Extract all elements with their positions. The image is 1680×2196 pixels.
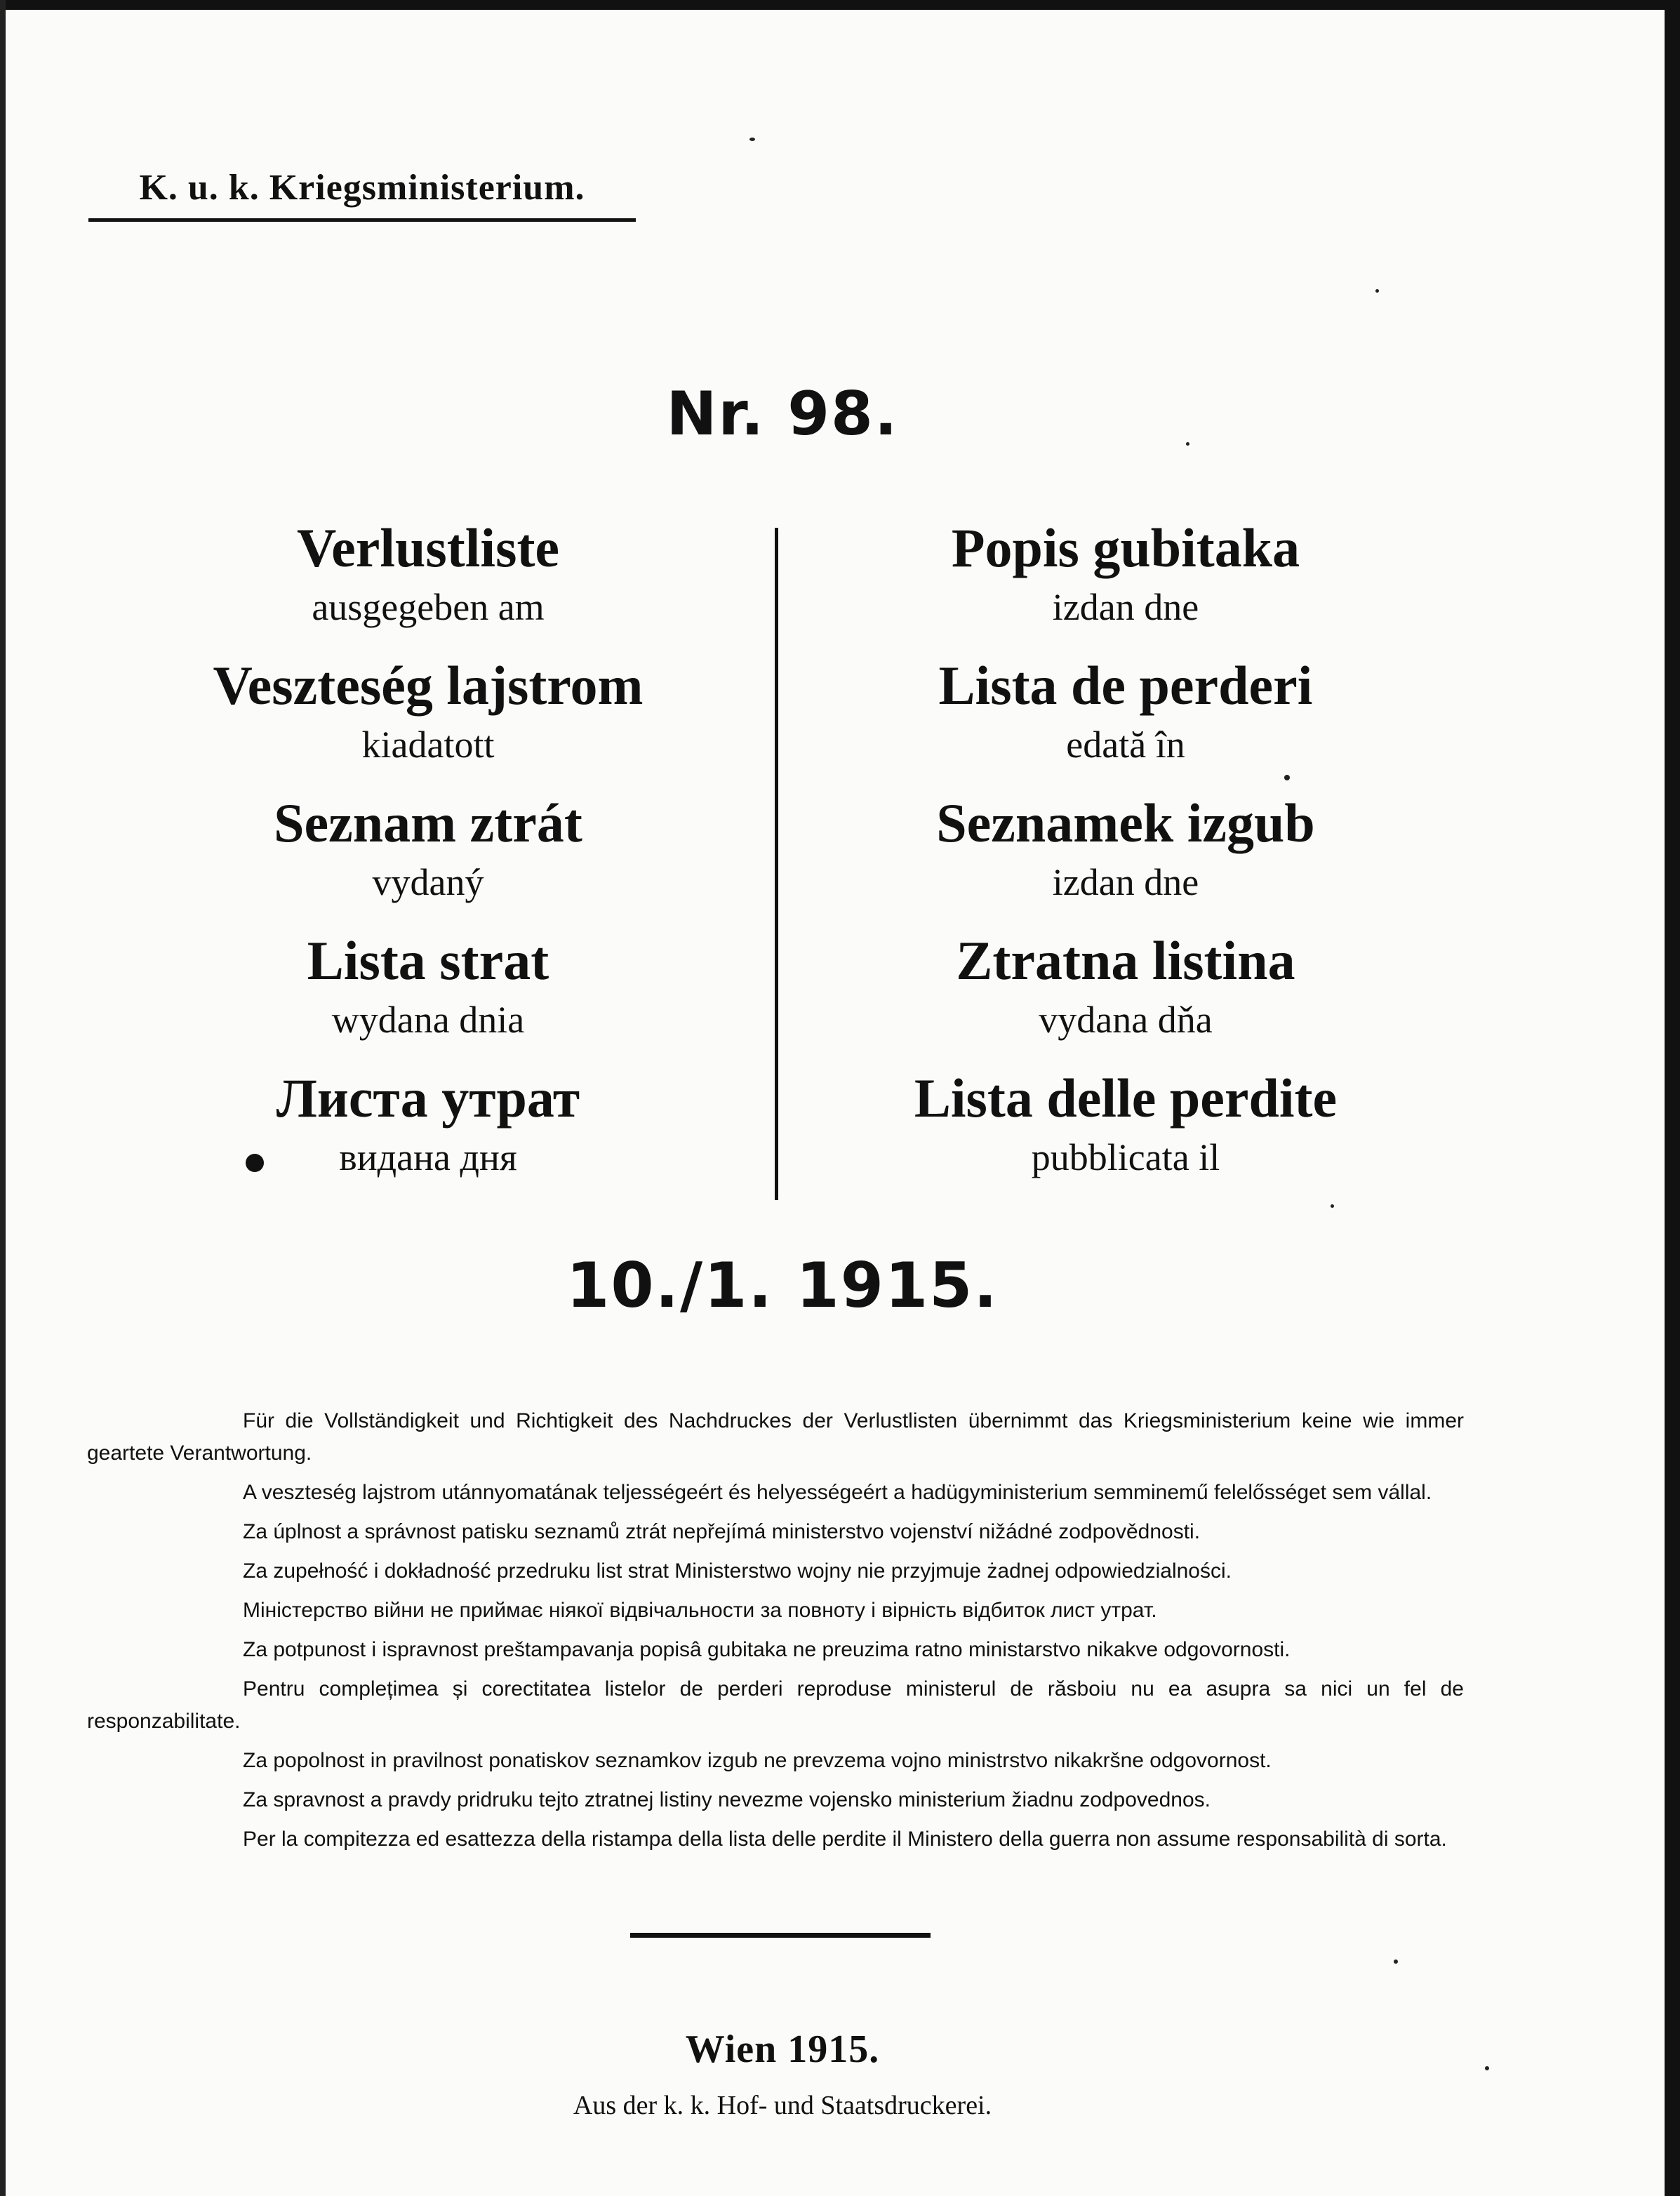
disclaimer-romanian: Pentru complețimea și corectitatea listelor de perderi reproduse ministerul de răsboiu nu ea asupra sa nici un fel de responzabilitate.: [87, 1677, 1464, 1733]
left-language-column: [105, 514, 751, 1202]
entry-title: Seznam ztrát: [274, 792, 582, 853]
disclaimer-polish: Za zupełność i dokładność przedruku list strat Ministerstwo wojny nie przyjmuje żadnej odpowiedzialności.: [243, 1559, 1232, 1583]
disclaimer-block: [87, 1405, 1464, 1863]
scan-speck: [1331, 1204, 1334, 1208]
entry-title: Popis gubitaka: [951, 517, 1300, 578]
entry-title: Ztratna listina: [956, 930, 1295, 991]
footer-rule: [630, 1933, 931, 1938]
disclaimer-slovak: Za spravnost a pravdy pridruku tejto ztratnej listiny nevezme vojensko ministerium žiadnu zodpovednos.: [243, 1788, 1211, 1811]
disclaimer-ukrainian: Міністерство війни не приймає ніякої відвічальности за повноту і вірність відбиток лист утрат.: [243, 1599, 1157, 1622]
disclaimer-croatian: Za potpunost i ispravnost preštampavanja popisâ gubitaka ne preuzima ratno ministarstvo nikakve odgovornosti.: [243, 1638, 1291, 1661]
language-entry: [105, 651, 751, 789]
language-entry: [105, 514, 751, 651]
language-entry: [803, 1064, 1448, 1202]
entry-subtitle: izdan dne: [1052, 586, 1199, 628]
printer-line: Aus der k. k. Hof- und Staatsdruckerei.: [573, 2091, 992, 2120]
entry-subtitle: pubblicata il: [1031, 1136, 1220, 1178]
language-entry: [803, 926, 1448, 1064]
language-entry: [803, 514, 1448, 651]
disclaimer-czech: Za úplnost a správnost patisku seznamů ztrát nepřejímá ministerstvo vojenství nižádné zodpovědnosti.: [243, 1520, 1201, 1543]
publication-place: Wien 1915.: [685, 2028, 880, 2071]
right-language-column: [803, 514, 1448, 1202]
language-entry: [803, 651, 1448, 789]
entry-title: Veszteség lajstrom: [213, 655, 644, 716]
language-entry: [105, 926, 751, 1064]
scan-border-top: [0, 0, 1680, 10]
scan-border-left: [0, 0, 6, 2196]
scan-speck: [1284, 775, 1290, 780]
entry-subtitle: видана дня: [339, 1136, 517, 1178]
issue-date: 10./1. 1915.: [566, 1249, 999, 1322]
entry-subtitle: izdan dne: [1052, 861, 1199, 903]
scan-speck: [1186, 442, 1189, 446]
language-entry: [105, 789, 751, 926]
ministry-header: K. u. k. Kriegsministerium.: [88, 167, 636, 222]
disclaimer-italian: Per la compitezza ed esattezza della ristampa della lista delle perdite il Ministero della guerra non assume responsabilità di sorta.: [243, 1828, 1447, 1851]
scan-speck: [1485, 2066, 1489, 2070]
language-entry: [105, 1064, 751, 1202]
entry-subtitle: vydaný: [372, 861, 484, 903]
entry-subtitle: wydana dnia: [331, 999, 525, 1041]
entry-subtitle: vydana dňa: [1039, 999, 1213, 1041]
bullet-mark: [246, 1154, 264, 1172]
entry-title: Lista de perderi: [938, 655, 1313, 716]
scan-border-right: [1665, 0, 1680, 2196]
entry-title: Lista strat: [307, 930, 549, 991]
scan-speck: [1394, 1959, 1398, 1964]
entry-subtitle: ausgegeben am: [312, 586, 545, 628]
scan-speck: [749, 138, 755, 141]
language-entry: [803, 789, 1448, 926]
entry-title: Лиcта утрат: [276, 1067, 580, 1129]
entry-title: Lista delle perdite: [914, 1067, 1338, 1129]
entry-title: Seznamek izgub: [936, 792, 1315, 853]
disclaimer-hungarian: A veszteség lajstrom utánnyomatának teljességeért és helyességeért a hadügyministerium semminemű felelősséget sem vállal.: [243, 1481, 1432, 1504]
entry-subtitle: edată în: [1066, 724, 1185, 766]
column-divider: [775, 528, 778, 1200]
disclaimer-german: Für die Vollständigkeit und Richtigkeit des Nachdruckes der Verlustlisten übernimmt das Kriegsministerium keine wie immer geartete Verantwortung.: [87, 1409, 1464, 1465]
scan-speck: [1375, 289, 1379, 293]
issue-number: Nr. 98.: [666, 379, 899, 449]
disclaimer-slovenian: Za popolnost in pravilnost ponatiskov seznamkov izgub ne prevzema vojno ministrstvo nikakršne odgovornost.: [243, 1749, 1272, 1772]
entry-title: Verlustliste: [296, 517, 560, 578]
entry-subtitle: kiadatott: [361, 724, 495, 766]
